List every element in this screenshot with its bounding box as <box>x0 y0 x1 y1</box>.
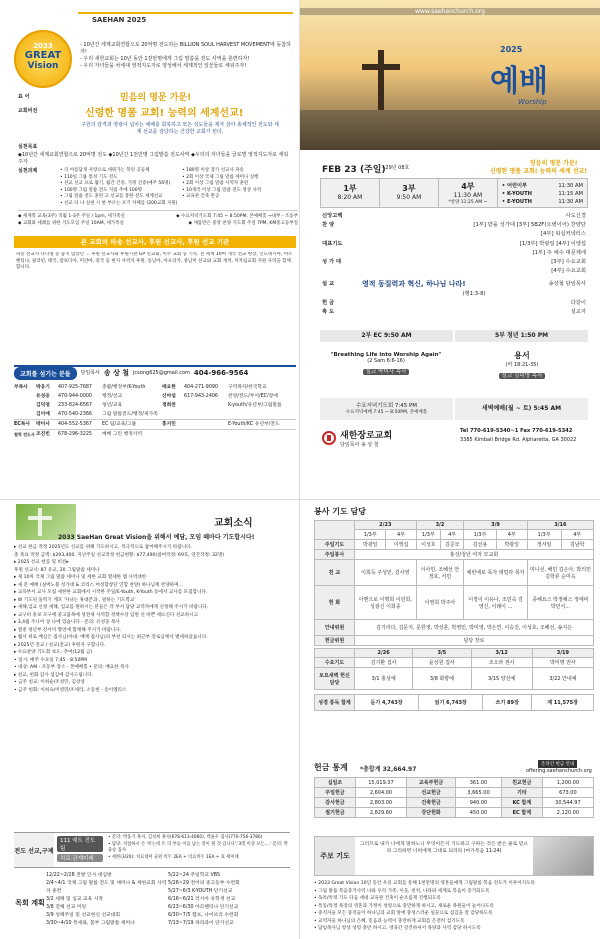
plans-right: 5/22~24 주일학교 VBS 5/26~29 전어의 중고등부 수련회 5/27~6/3 K-YOUTH 단기선교 6/16~6/21 러시아 유학생 선교 6/23~6/30 아르헨티나 단기선교 6/30~7/5 캠프, 나이브리 수련회 7/13~7/19 파라과이 단기선교 <box>168 873 240 926</box>
worship-subtitle: Worship <box>518 98 547 106</box>
table-row: 안내위원 김기리다, 김문지, 문한정, 박성훈, 박영민, 박미영, 박은연, 이승진, 이성호, 조혜선, 송지은 <box>315 620 594 636</box>
en-sermon <box>320 352 452 375</box>
prayer-item: • 교역자들 하나님의 은혜, 믿음과 능력이 충만하게 교회를 온전히 섬기도록 <box>314 918 465 924</box>
news-item: ▸ 교육부서 교사 모집 세한한 교회에서 시작한 주일/E-Youth, K-Youth 등에서 교사를 모집합니다. <box>14 590 208 595</box>
pastor-phone[interactable]: 404-966-9564 <box>193 369 249 377</box>
news-title: 교회소식 <box>214 518 253 529</box>
missions-title: 본 교회의 파송 선교사, 후원 선교사, 후원 선교 기관 <box>14 236 296 248</box>
order-row: 축 도 설교자 <box>322 309 586 316</box>
news-item: ▸ 열중 청년부 강서미 향연에 함께해 주시기 바랍니다. <box>14 627 122 633</box>
table-row: 헌금위원 담당 장로 <box>315 636 594 646</box>
schedule-item: ◆ 세계복 교육(3주) 격월 1-3주 주일 / 1pm, 세가족실 <box>18 214 125 219</box>
practice-item: • 180명 이상 장기 선교사 파송 <box>182 168 244 173</box>
fellowship-box <box>14 832 290 868</box>
motto-line-1: 믿음의 명문 가문! <box>120 93 192 103</box>
worship-title: 예배 <box>490 64 548 99</box>
news-item: 후원 선교사: 87 유교, 20 그림말씀 세미나 <box>14 567 100 573</box>
young-sermon-ref: (마 18:21-35) <box>505 362 539 368</box>
order-row: [4부] 워십커넥터스 <box>540 231 586 238</box>
cross-horizontal <box>362 64 400 70</box>
site-url[interactable]: www.saehanchurch.org <box>300 8 600 15</box>
vision-logo-vision: Vision <box>27 61 59 71</box>
offering-total: *총합계 32,664.97 <box>360 766 417 773</box>
offering-title: 헌금 통계 <box>314 763 348 772</box>
prayer-item: • 그림 말씀 복음증거사역 나와 우리 가족, 이웃, 친척, 나라와 세계로 복음이 증거되도록 <box>314 888 490 894</box>
young-sermon <box>456 350 588 379</box>
pastor-name: 송 상 철 <box>103 369 130 377</box>
news-subtitle: 2033 SaeHan Great Vision을 위해서 예담, 모임 때마다 기도합시다! <box>58 534 255 541</box>
practice-item: • 선교 다 나 실천 시 한 부르는 포기 자체를 (200교회 지원) <box>60 200 178 206</box>
service-1: 1부 8:20 AM <box>321 179 380 207</box>
practice-item: • 그림 말씀 전도 훈련 고 선교를 통한 전도 세계선교 <box>60 194 163 199</box>
news-item: ▸ 교구비 흥보 모구에 중고품목에 성전새 사역할 정책수상 임원 선 바쁜 세뜨신다 선교하시고 <box>14 612 199 618</box>
staff-list <box>14 383 296 439</box>
youth-services: • 어린이부 11:30 AM • K-YOUTH 11:15 AM • E-YOUTH 11:30 AM <box>501 183 583 205</box>
offering-url[interactable]: offering.saehanchurch.org <box>526 768 592 774</box>
offering-note: 온라인 헌금 안내 <box>538 760 577 768</box>
order-row: 헌 금 다같이 <box>322 299 586 306</box>
staff-row: EC목사 박미사 404-552-5367 EC 팀/교육/그룹 홍지민 E-Youth/KC 유년부/전도 <box>14 419 296 429</box>
practice-label: 실천과제 <box>18 168 38 174</box>
table-row: 성경 통독 합계 듣기 4,743장 읽기 6,743장 쓰기 89장 계 11,575장 <box>315 695 594 711</box>
fellowship-items: • 문의: 박웅기 목사, 김성희 권사(678-613-4060), 박윤우 집사(770-756-3786) • 담당: 저참하시 손 '비는데 트 의 부등 이를 남는 것이 될 것 입니다','3명 이상 모든,...' 문의: 박웅승 집사 • 세한(3/20): 치료대미 술핀 비두 2EA + 의료비두 1EA + 효 세미네 <box>108 835 288 860</box>
table-row: 절기헌금 2,829.60 강단헌화 450.00 EC 합계 2,120.00 <box>315 808 594 818</box>
news-item: ▸ W 기도된 돌떡기 계모 '자녀는 휴대폰과 , 말하는 기도학교' <box>14 597 136 603</box>
intro-list <box>80 42 295 70</box>
pastor-role: 담임목사 <box>80 369 100 376</box>
prayer-item: • 중직자들 모든 중직들이 하나님과 교회 앞에 충성스러운 일꾼으로 섬김을 잘 감당하도록 <box>314 911 493 916</box>
table-row: 주일헌금 2,604.00 선교헌금 3,665.00 기타 673.00 <box>315 788 594 798</box>
staff-row: 유성웅 470-944-0000 행정/선교 신마섭 617-943-2406 찬양/전도/부서/EC/장애 <box>36 394 278 399</box>
action-label: 실천목표 <box>18 144 38 150</box>
pastor-email[interactable]: jcsong625@gmail.com <box>133 369 190 376</box>
weekly-prayer-box <box>314 836 594 876</box>
vision-logo-year: 2033 <box>33 42 53 50</box>
church-logo-icon <box>322 431 336 445</box>
table-row: 친 교 이희득 주성민, 김사영 이사민, 조혜선 안정호, 서민 예빈에로 목자 테럴라 목자 미니선, 해민 김은아, 박의민 김학류 순미옥 <box>315 560 594 586</box>
order-row: 신앙고백 사도신경 <box>322 213 586 219</box>
practice-right <box>182 168 297 201</box>
practice-item: • 선교 선교 프로 월기, 월간 간증, 가정 간증(매주 56명) <box>60 181 171 186</box>
contact-bar <box>14 365 296 379</box>
news-item: • 금주 헌화: 이희숙/이영민/조세라, 소동헌 - 송이엘리스 <box>14 687 127 693</box>
bulletin-page-vision <box>0 0 300 500</box>
fellowship-label: 전도 선교,구제 <box>14 833 54 867</box>
prayer-item: • 담임목사님 항상 성령 충만 하시고, 영육간 강건하셔서 목양과 사역 감당 하시도록 <box>314 926 481 931</box>
bulletin-page-worship <box>300 0 600 500</box>
bulletin-page-news <box>0 500 300 939</box>
table-row: 감사헌금 2,803.00 건축헌금 940.00 KC 합계 30,544.97 <box>315 798 594 808</box>
dawn-service: 새벽예배(월 ~ 토) 5:45 AM <box>455 398 588 420</box>
motto-2: 신령한 명품 교회! 능력의 세계 선교! <box>490 168 588 175</box>
church-pastor: 담임목사 송 상 철 <box>340 442 379 448</box>
news-item: ▸ 3,4월 주니어 상 나에 있습니다 - 문의: 유성웅 목사 <box>14 620 120 625</box>
week-number: - 29년 08호 <box>382 165 410 171</box>
prayer-title: 봉사 기도 담당 <box>314 507 366 516</box>
en-preacher: 설교 박미사 목사 <box>363 369 410 375</box>
order-row: 성 가 대 [3부] 수요교회 <box>322 259 586 266</box>
fellowship-tags <box>54 833 106 867</box>
offering-table <box>314 777 594 818</box>
news-item: ▸ 선교 헌금 작정 2025년도 선교를 위해 기도하시고, 적극적으로 참여해주시기 바랍니다. <box>14 545 192 550</box>
vision-description: 구원의 감격과 영광이 넘치는 예배를 회복하고 모든 성도들을 제자 삼아 총체적인 전도와 세계 선교를 감당하는 건강한 교회가 된다. <box>81 122 279 135</box>
news-item: ▸ 수요찬양 기도회 보도: 추여(12월 금) <box>14 650 93 655</box>
en-sermon-title: "Breathing Life into Worship Again" <box>330 352 442 358</box>
intro-line: - 우리 자녀들을 차세대 영적지도자로 양성해서 세계적인 일꾼들로 세워주자! <box>80 63 247 69</box>
worship-year: 2025 <box>500 45 523 54</box>
staff-row: 김미애 470-540-2366 그림 말씀전도/행정/새가족 <box>36 412 158 417</box>
motto: 믿음의 명문 가문! <box>530 160 578 167</box>
church-tel[interactable]: Tel 770-619-5340~1 Fax 770-619-5342 <box>460 428 573 434</box>
church-address: 3385 Kimball Bridge Rd. Alpharetta, GA 30022 <box>460 437 577 443</box>
prayer-items <box>314 880 594 933</box>
table-row: 토요새벽 헌신담당 3/1 홍성예 3/8 화향예 3/15 양선예 3/22 안내예 <box>315 668 594 690</box>
pastoral-plan <box>14 872 290 934</box>
schedule-item: ◆ 수요저녁기도회 7:45 ~ 8:50PM, 본예배홀 →내부 - 조동부 <box>176 214 298 219</box>
vision-logo-great: GREAT <box>24 50 62 61</box>
table-row: 주일봉사 홍성/청년 여자 모교회 <box>315 550 594 560</box>
order-row: [4부] 수요교회 <box>551 268 586 275</box>
prayer-item: • 독특/특정 기도 다음 세대 교육관 건축이 순조롭게 진행되도록 <box>314 896 441 901</box>
practice-item: • 10개국 이상 그림 말씀 전도 영상 사역 <box>182 187 262 193</box>
vision-logo <box>14 30 72 88</box>
order-row: (행1:3-8) <box>462 290 486 297</box>
news-item: • 대상: AM - 조동부 장소 - 본예배홀 • 문의: 배요한 목사 <box>14 665 129 670</box>
news-list <box>14 544 290 824</box>
weekday-services <box>320 398 588 420</box>
intro-line: - 10년간 세계교회연합으로 20억명 전도하는 BILLION SOUL HARVEST MOVEMENT에 동참하자! <box>80 42 291 55</box>
staff-row: 김덕영 233-824-6567 청년/교육 정희찬 K-youth/유년부/그림말씀 <box>36 403 282 408</box>
young-adult-service: 5부 청년 1:50 PM <box>455 330 588 342</box>
wednesday-service: 수요저녁기도회 7:45 PM 수요저녁예배 7:45 ~ 8:50PM, 본예배홀 <box>320 398 453 420</box>
news-item: 총 목표 작정 금액: $293,400. 지난주일 선교작정 헌금현황: $77,490(참여작정: 69호, 연간작정: 32명) <box>14 552 225 558</box>
page-header: SAEHAN 2025 <box>92 16 147 24</box>
prayer-item: • 특동/특정 목장의 영혼과 가정이 성령으로 충만하게 하시고, 새로운 목원들이 늘어나도록 <box>314 903 495 909</box>
table-row: 수요기도 김기환 집사 윤상원 집사 조오라 권사 박미명 권사 <box>315 658 594 668</box>
order-row-sermon: 설 교 영적 동질력과 혁신, 하나님 나라! 송상철 담임목사 <box>322 280 586 289</box>
news-item: ▸ 새 문 예배 (실버노블 성가대 & 코리스 여성합창단 연합 찬양) 하나님께 찬양하며... <box>14 582 183 588</box>
church-footer <box>322 428 392 448</box>
bulletin-page-service <box>300 500 600 939</box>
order-row: 대표기도 [1/3부] 박광일 [4부] 이엥섭 <box>322 240 586 247</box>
table-row: 십일조 15,019.37 교육부헌금 361.00 친교헌금 1,200.00 <box>315 778 594 788</box>
practice-item: • 100명 그림 말씀 전도 지침 주에 100명 <box>60 187 143 193</box>
news-item: ▸ 새해,입교 신청 새해, 입교를 원하시는 분들은 각 부서 담당 교역자에게 신청해 주시기 바랍니다. <box>14 605 209 610</box>
schedule-item: ◆ 새롭반은 중앙 찬양 기도회 주일 7PM, KM중고등부실 <box>188 221 298 226</box>
news-item: • 금주 친교: 이희순/조성민, 김상영 <box>14 680 85 685</box>
weekly-prayer-label: 주보 기도 <box>315 837 355 875</box>
header-rule <box>78 12 293 14</box>
table-row: 주일기도 박광일 이엥섭 이성호 김준모 김선용 박광일 정서임 김남학 <box>315 540 594 550</box>
young-sermon-title: 용서 <box>514 351 530 360</box>
fold-line-v <box>299 0 300 939</box>
news-item: ▸ 2025 선교 헌를 및 비전▸ <box>14 560 69 565</box>
fellowship-tag: 111 예트 전도팀 <box>57 836 103 852</box>
practice-item: • 교육관 건축 완공 <box>182 194 220 199</box>
young-preacher: 설교 김덕영 목사 <box>499 373 546 379</box>
motto-label: 표 어 <box>18 94 30 100</box>
news-item: ▸ 친교, 헌화 감사 섬김에 감사드립니다. <box>14 672 94 678</box>
service-4: 4부 11:30 AM *찬양 11:25 AM ~ <box>439 179 498 207</box>
staff-row: 부목사 박웅기 407-925-7687 총괄/행정부/K-Youth 배요한 404-271-9090 구역목자/한국학교 <box>14 385 267 390</box>
service-duty-table: 2/23 3/2 3/9 3/16 1/3부 4부 1/3부 4부 1/3부 4부 1/3부 4부 주일기도 박광일 이엥섭 이성호 김준모 김선용 박광일 정서임 김남학 주일봉사 홍성/청년 여자 모교회 친 교 이희득 주성민, 김사영 이사민, 조혜선 안정호, 서민 예빈에로 목자 테럴라 목자 미니선, 해민 김은아, 박의민 김학류 순미옥 헌 화 아멘으로 이명희 이민희, 성광신 이희종 이영희 박주아 이정이 이유나, 조민숙 김영신, 이래이 ... 종해요스 박정해스 정에비 박민서... 안내위원 김기리다, 김문지, 문한정, 박성훈, 박영민, 박미영, 박은연, 이승진, 이성호, 조혜선, 송지은 헌금위원 담당 장로 2/26 3/5 3/12 3/19 수요기도 김기환 집사 윤상원 집사 조오라 권사 박미명 권사 토요새벽 헌신담당 3/1 홍성예 3/8 화향예 3/15 양선예 3/22 안내예 성경 통독 합계 듣기 4,743장 읽기 6,743장 쓰기 89장 계 11,575장 <box>314 520 594 711</box>
cross-sunrise-image <box>300 0 600 150</box>
news-item: • 일시: 매주 수요일 7:45 - 8:50PM <box>14 657 88 663</box>
fellowship-tag: 치료·관계미래 <box>57 854 103 862</box>
table-row: 헌 화 아멘으로 이명희 이민희, 성광신 이희종 이영희 박주아 이정이 이유나, 조민숙 김영신, 이래이 ... 종해요스 박정해스 정에비 박민서... <box>315 586 594 620</box>
prayer-item: • 2033 Great Vision 10년 동안 우리 교회를 통해 1천만명의 영혼들에게 그림말씀 복음 전도가 이루어지도록 <box>314 881 535 886</box>
ec-youth-bar <box>320 330 588 342</box>
order-row: [1부] 주 예수 대문제에 <box>532 249 586 256</box>
practice-item: • 110일 그룹 통성 기도 전도 <box>60 174 118 180</box>
weekly-prayer-text: 그러므로 내가 너에게 말하노니 무엇이든지 기도하고 구하는 것은 받은 줄로 믿으라 그리하면 너희에게 그대로 되리라 (마가복음 11:24) <box>359 842 529 854</box>
fold-line-h <box>0 499 600 500</box>
schedule-bullets <box>18 210 298 227</box>
contact-title: 교회를 섬기는 분들 <box>14 367 77 380</box>
church-name: 새한장로교회 <box>340 431 393 441</box>
order-of-worship <box>322 212 586 317</box>
motto-line-2: 신령한 명품 교회! 능력의 세계선교! <box>85 108 244 119</box>
service-times <box>320 178 588 208</box>
action-line: ◆10년간 세계교회연합으로 20억명 전도 ◆10년간 1천만명 그림말씀 전도사역 ◆우리의 자녀들을 글로벌 영적지도자로 세워주자 <box>18 152 289 165</box>
staff-row: 협력 전도사 조진빈 678-296-3225 예배 그린 행정사역 <box>14 429 296 439</box>
practice-item: • 더 아름답게 사랑으로 세워가는 복된 공동체 <box>60 168 150 173</box>
vision-label: 교회비전 <box>18 108 38 114</box>
plan-label: 목회 계획 <box>15 899 45 907</box>
hill <box>300 110 600 150</box>
schedule-item: ◆ 교회와 세례를 위한 기도모임 주일 10AM, 세가족실 <box>18 221 124 226</box>
en-sermon-ref: (2 Sam 6:6-16) <box>367 358 405 364</box>
practice-item: • 2회 이상 그림 말씀 사역자 훈련 <box>182 181 249 186</box>
practice-left <box>60 168 180 207</box>
plans-left: 12/22~2/28 전방 인사 대심방 2/4~4/1 국제 그림 말씀 전도 및 세미나 & 세한교회 사역자 훈련 3/2 세례 및 입교 교육 시작 3/8 전체 선교 미팅 3/9 성례주일 및 선교헌신 선교대회 3/30~4/10 특새와, 봄부 그림말씀 세미나 <box>46 873 167 926</box>
service-date: FEB 23 (주일) <box>322 165 386 175</box>
practice-item: • 2회 이상 국제 그림 말씀 세미나 실행 <box>182 174 259 180</box>
praying-hands-image <box>533 837 593 875</box>
ec-service: 2부 EC 9:50 AM <box>320 330 453 342</box>
service-3: 3부 9:50 AM <box>380 179 439 207</box>
news-item: ▸ 웹서 위로 배심은 집사님(아내: 배재 집사님)의 부친 되시는 최근부 장로님께서 별세하셨습니다. <box>14 635 208 640</box>
news-item: ▸ 2025년 전교 / 친교(전교) 후원자 구합니다. <box>14 642 106 648</box>
order-row: 찬 양 [1부] 받을 성가대 [3부] 5B2F(오병이어) 찬양단 <box>322 222 586 229</box>
intro-line: - 우리 새한교회는 10년 동안 1천만명에게 그림 말씀을 전도 사역을 훈련하자! <box>80 56 250 62</box>
missions-body: 파송 선교사 다니엘 등 좋지 않았던 ... 후원 선교사와 후원기관 GP 선교회, 미주 교회 등 기록. 전 세계 10여 개국 선교 현장, 인도네시아, 아르헨티나, 필리핀, 태국, 캄보디아, 미얀마, 중국 등 현지 사역자 후원. 동남아, 아프리카, 중남미 선교와 교회 개척, 미자립교회 지원 사역을 함께합니다. <box>16 252 293 270</box>
news-item: ▸ 제 10차 국제 그림 말씀 세미나 및 세한 교회 열세한 멤 사역대한 <box>14 575 147 580</box>
